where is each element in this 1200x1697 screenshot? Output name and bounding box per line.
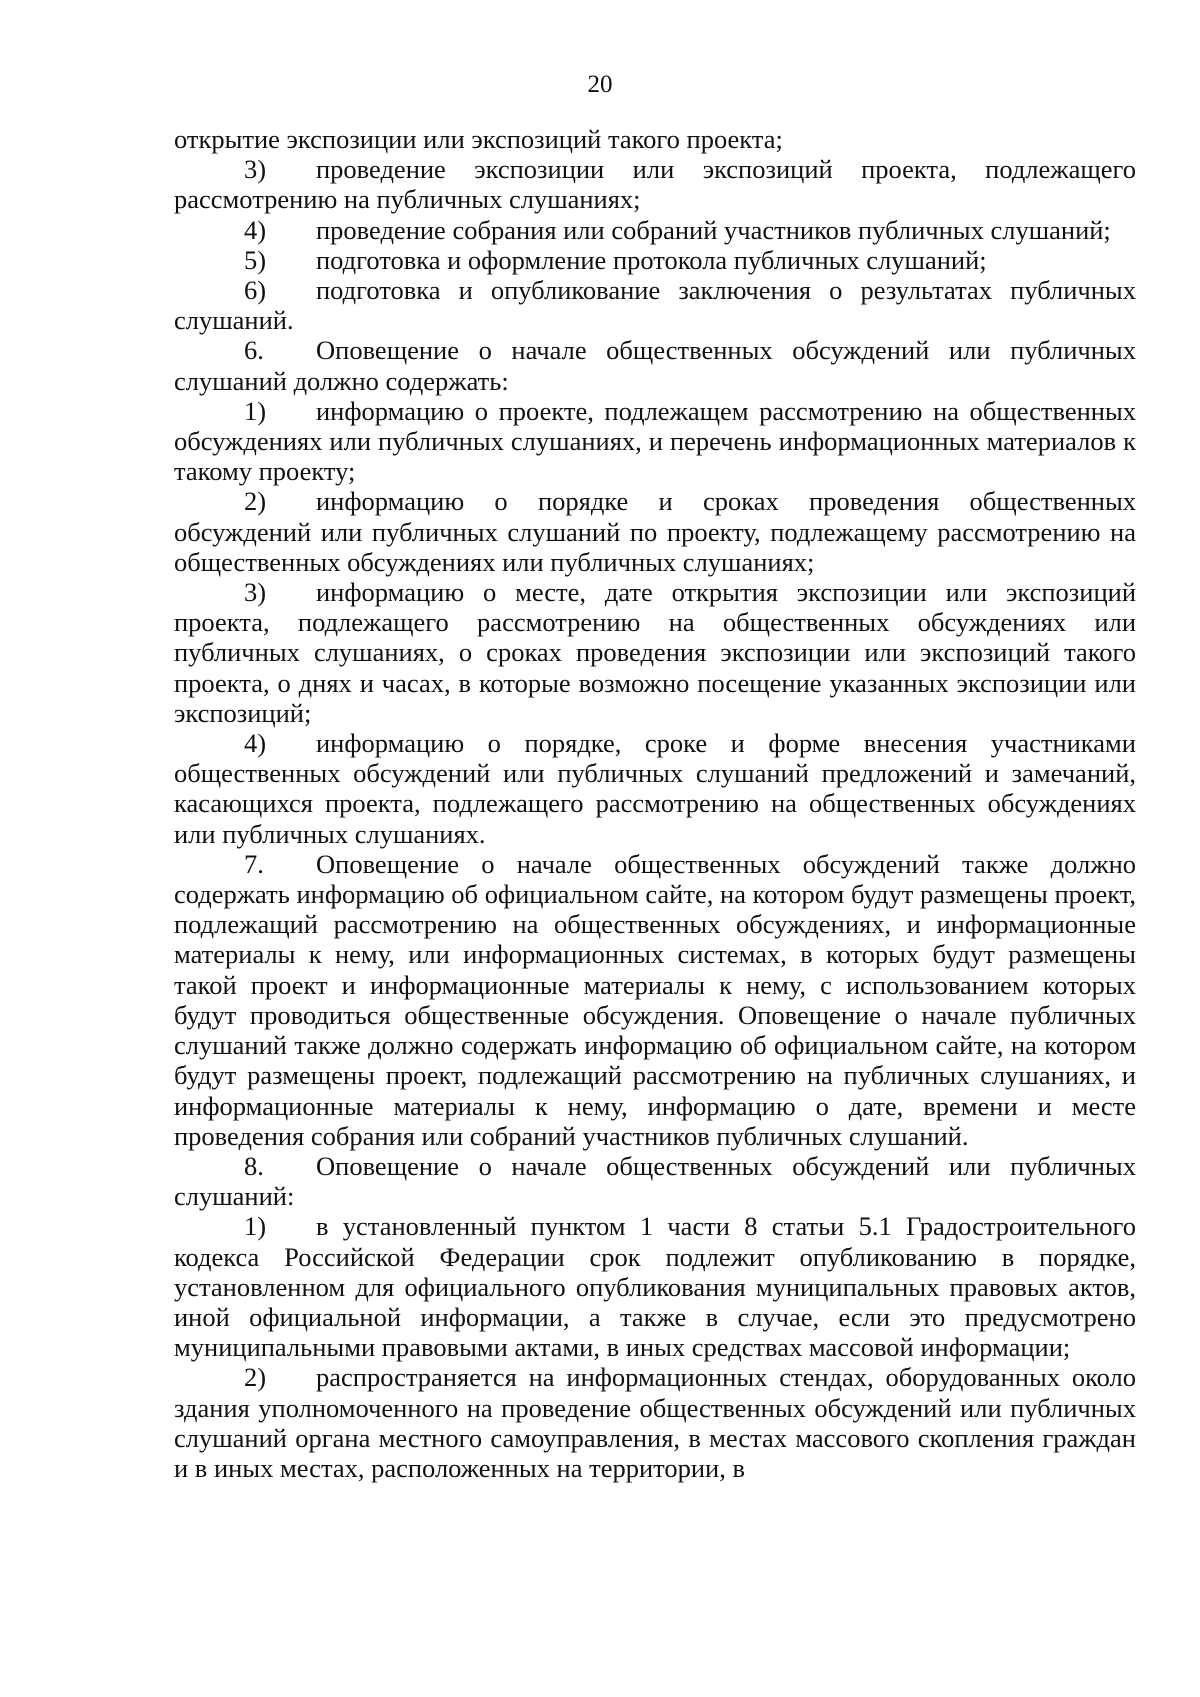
paragraph bbox=[174, 154, 1136, 214]
list-marker: 2) bbox=[244, 1362, 267, 1393]
paragraph-text: проведение экспозиции или экспозиций проекта, подлежащего рассмотрению на публичных слушаниях; bbox=[174, 154, 1136, 215]
paragraph-text: информацию о проекте, подлежащем рассмотрению на общественных обсуждениях или публичных слушаниях, и перечень информационных материалов к такому проекту; bbox=[174, 395, 1136, 487]
list-marker: 5) bbox=[244, 244, 267, 275]
paragraph bbox=[174, 335, 1136, 395]
document-body bbox=[174, 124, 1136, 1483]
paragraph bbox=[174, 124, 1136, 154]
paragraph bbox=[174, 1211, 1136, 1362]
paragraph bbox=[174, 486, 1136, 577]
paragraph-text: информацию о порядке, сроке и форме внесения участниками общественных обсуждений или публичных слушаний предложений и замечаний, касающихся проекта, подлежащего рассмотрению на общественных обсуждениях или публичных слушаниях. bbox=[174, 728, 1136, 849]
paragraph-text: подготовка и оформление протокола публичных слушаний; bbox=[316, 244, 987, 275]
list-marker: 1) bbox=[244, 1211, 267, 1242]
list-marker: 4) bbox=[244, 214, 267, 245]
paragraph bbox=[174, 577, 1136, 728]
list-marker: 7. bbox=[244, 848, 264, 879]
paragraph-text: Оповещение о начале общественных обсуждений или публичных слушаний должно содержать: bbox=[174, 335, 1136, 396]
paragraph-text: Оповещение о начале общественных обсуждений или публичных слушаний: bbox=[174, 1150, 1136, 1212]
list-marker: 6. bbox=[244, 335, 264, 366]
page-number: 20 bbox=[587, 71, 613, 98]
list-marker: 3) bbox=[244, 577, 267, 608]
paragraph-text: подготовка и опубликование заключения о результатах публичных слушаний. bbox=[174, 275, 1136, 336]
paragraph-text: информацию о порядке и сроках проведения общественных обсуждений или публичных слушаний по проекту, подлежащему рассмотрению на общественных обсуждениях или публичных слушаниях; bbox=[174, 486, 1136, 577]
list-marker: 8. bbox=[244, 1150, 264, 1181]
list-marker: 6) bbox=[244, 275, 267, 306]
list-marker: 3) bbox=[244, 154, 267, 185]
paragraph bbox=[174, 849, 1136, 1151]
list-marker: 1) bbox=[244, 395, 267, 426]
paragraph-text: распространяется на информационных стендах, оборудованных около здания уполномоченного на проведение общественных обсуждений или публичных слушаний органа местного самоуправления, в местах массового скопления граждан и в иных местах, расположенных на территории, в bbox=[174, 1362, 1136, 1483]
paragraph bbox=[174, 245, 1136, 275]
paragraph-text: Оповещение о начале общественных обсуждений также должно содержать информацию об официальном сайте, на котором будут размещены проект, подлежащий рассмотрению на общественных обсуждениях, и информационные материалы к нему, или информационных системах, в которых будут размещены такой проект и информационные материалы к нему, с использованием которых будут проводиться общественные обсуждения. Оповещение о начале публичных слушаний также должно содержать информацию об официальном сайте, на котором будут размещены проект, подлежащий рассмотрению на публичных слушаниях, и информационные материалы к нему, информацию о дате, времени и месте проведения собрания или собраний участников публичных слушаний. bbox=[174, 848, 1136, 1151]
list-marker: 4) bbox=[244, 728, 267, 759]
paragraph bbox=[174, 1151, 1136, 1211]
list-marker: 2) bbox=[244, 486, 267, 517]
paragraph-text: открытие экспозиции или экспозиций такого проекта; bbox=[174, 124, 783, 154]
paragraph-text: проведение собрания или собраний участников публичных слушаний; bbox=[316, 214, 1111, 245]
paragraph bbox=[174, 396, 1136, 487]
paragraph bbox=[174, 1362, 1136, 1483]
paragraph bbox=[174, 275, 1136, 335]
paragraph-text: в установленный пунктом 1 части 8 статьи 5.1 Градостроительного кодекса Российской Федерации срок подлежит опубликованию в порядке, установленном для официального опубликования муниципальных правовых актов, иной официальной информации, а также в случае, если это предусмотрено муниципальными правовыми актами, в иных средствах массовой информации; bbox=[174, 1211, 1136, 1363]
paragraph bbox=[174, 728, 1136, 849]
paragraph bbox=[174, 215, 1136, 245]
paragraph-text: информацию о месте, дате открытия экспозиции или экспозиций проекта, подлежащего рассмотрению на общественных обсуждениях или публичных слушаниях, о сроках проведения экспозиции или экспозиций такого проекта, о днях и часах, в которые возможно посещение указанных экспозиции или экспозиций; bbox=[174, 577, 1136, 728]
